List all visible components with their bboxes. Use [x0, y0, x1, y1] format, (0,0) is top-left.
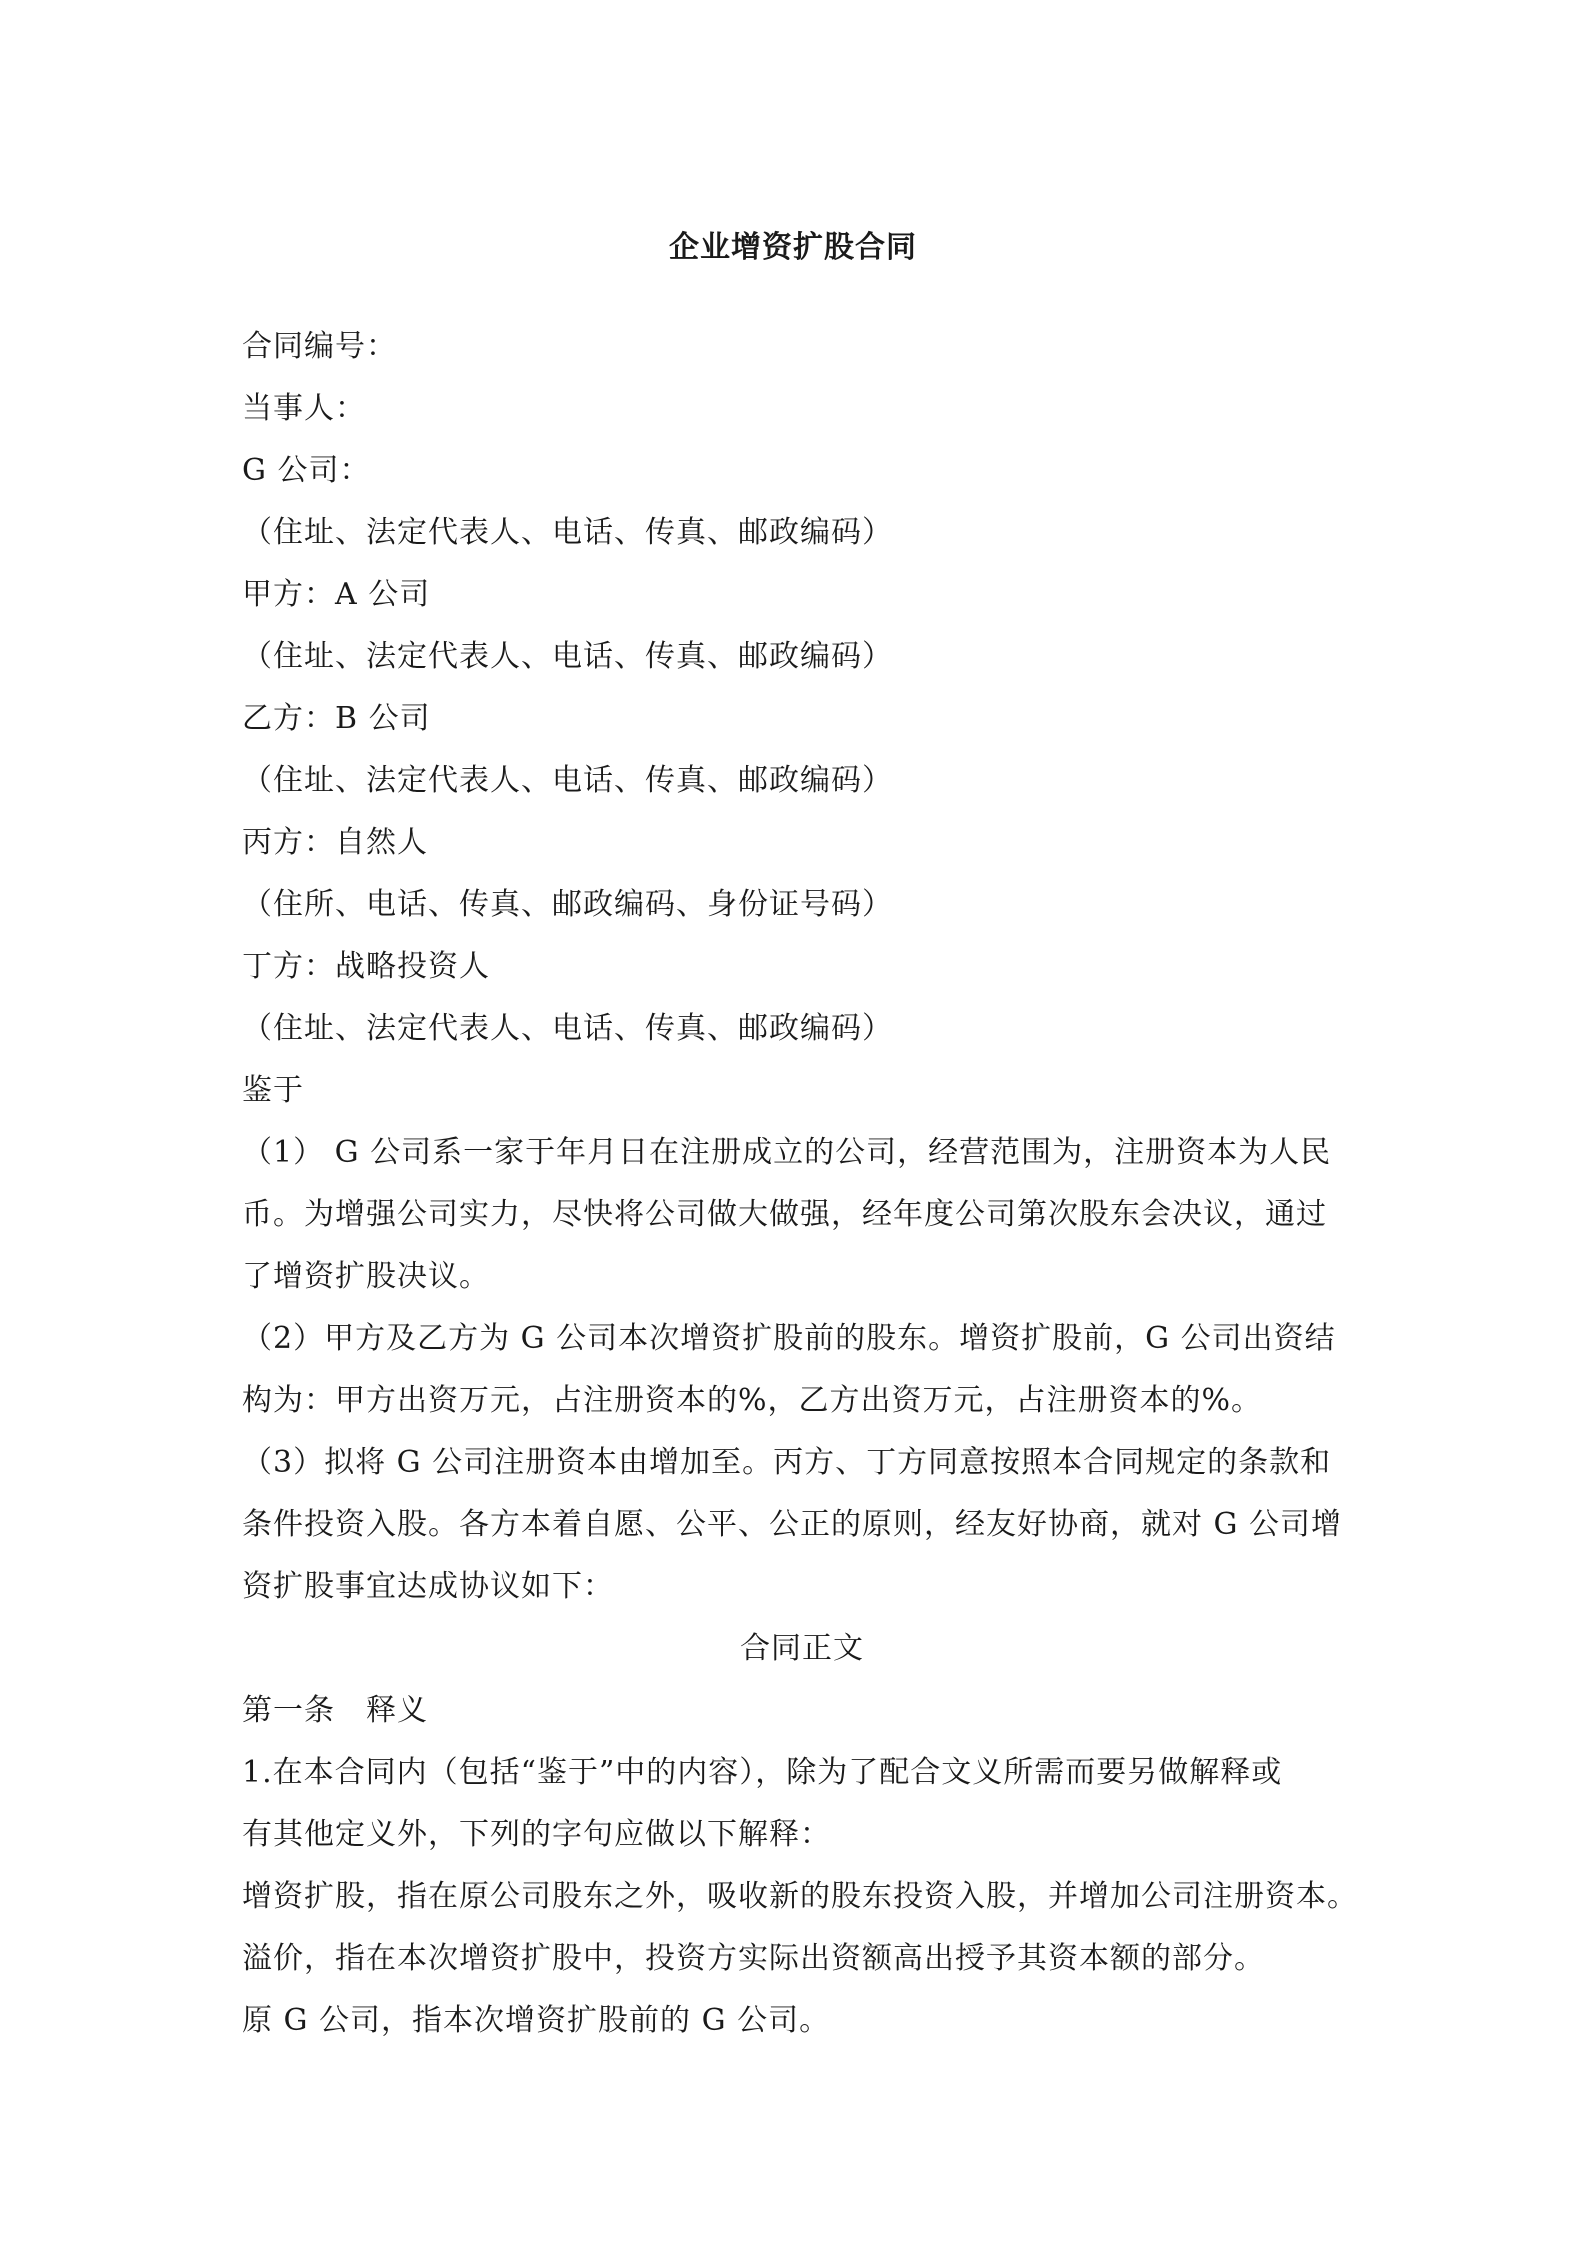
whereas-3-line-1: （3）拟将 G 公司注册资本由增加至。丙方、丁方同意按照本合同规定的条款和 [242, 1445, 1332, 1480]
whereas-3-line-3: 资扩股事宜达成协议如下： [242, 1569, 614, 1604]
party-g-company: G 公司： [242, 453, 371, 488]
definition-capital-increase: 增资扩股，指在原公司股东之外，吸收新的股东投资入股，并增加公司注册资本。 [242, 1879, 1358, 1914]
document-title: 企业增资扩股合同 [669, 230, 917, 265]
party-a: 甲方：A 公司 [242, 577, 431, 612]
article-1-clause-1-line-2: 有其他定义外，下列的字句应做以下解释： [242, 1817, 831, 1852]
party-c-details: （住所、电话、传真、邮政编码、身份证号码） [242, 887, 893, 922]
definition-premium: 溢价，指在本次增资扩股中，投资方实际出资额高出授予其资本额的部分。 [242, 1941, 1265, 1976]
party-b: 乙方：B 公司 [242, 701, 431, 736]
whereas-heading: 鉴于 [242, 1073, 304, 1108]
whereas-3-line-2: 条件投资入股。各方本着自愿、公平、公正的原则，经友好协商，就对 G 公司增 [242, 1507, 1343, 1542]
party-b-details: （住址、法定代表人、电话、传真、邮政编码） [242, 763, 893, 798]
party-a-details: （住址、法定代表人、电话、传真、邮政编码） [242, 639, 893, 674]
party-g-details: （住址、法定代表人、电话、传真、邮政编码） [242, 515, 893, 550]
definition-original-g-company: 原 G 公司，指本次增资扩股前的 G 公司。 [242, 2003, 831, 2038]
contract-body-heading: 合同正文 [740, 1631, 864, 1666]
whereas-1-line-3: 了增资扩股决议。 [242, 1259, 490, 1294]
party-c: 丙方：自然人 [242, 825, 428, 860]
parties-label: 当事人： [242, 391, 366, 426]
whereas-1-line-1: （1） G 公司系一家于年月日在注册成立的公司，经营范围为，注册资本为人民 [242, 1135, 1332, 1170]
article-1-clause-1-line-1: 1.在本合同内（包括“鉴于”中的内容），除为了配合文义所需而要另做解释或 [242, 1755, 1283, 1790]
whereas-2-line-2: 构为：甲方出资万元，占注册资本的%，乙方出资万元，占注册资本的%。 [242, 1383, 1263, 1418]
document-body [242, 316, 1362, 2052]
contract-number-label: 合同编号： [242, 329, 397, 364]
article-1-heading: 第一条 释义 [242, 1693, 428, 1728]
whereas-1-line-2: 币。为增强公司实力，尽快将公司做大做强，经年度公司第次股东会决议，通过 [242, 1197, 1327, 1232]
whereas-2-line-1: （2）甲方及乙方为 G 公司本次增资扩股前的股东。增资扩股前，G 公司出资结 [242, 1321, 1336, 1356]
party-d: 丁方：战略投资人 [242, 949, 490, 984]
party-d-details: （住址、法定代表人、电话、传真、邮政编码） [242, 1011, 893, 1046]
